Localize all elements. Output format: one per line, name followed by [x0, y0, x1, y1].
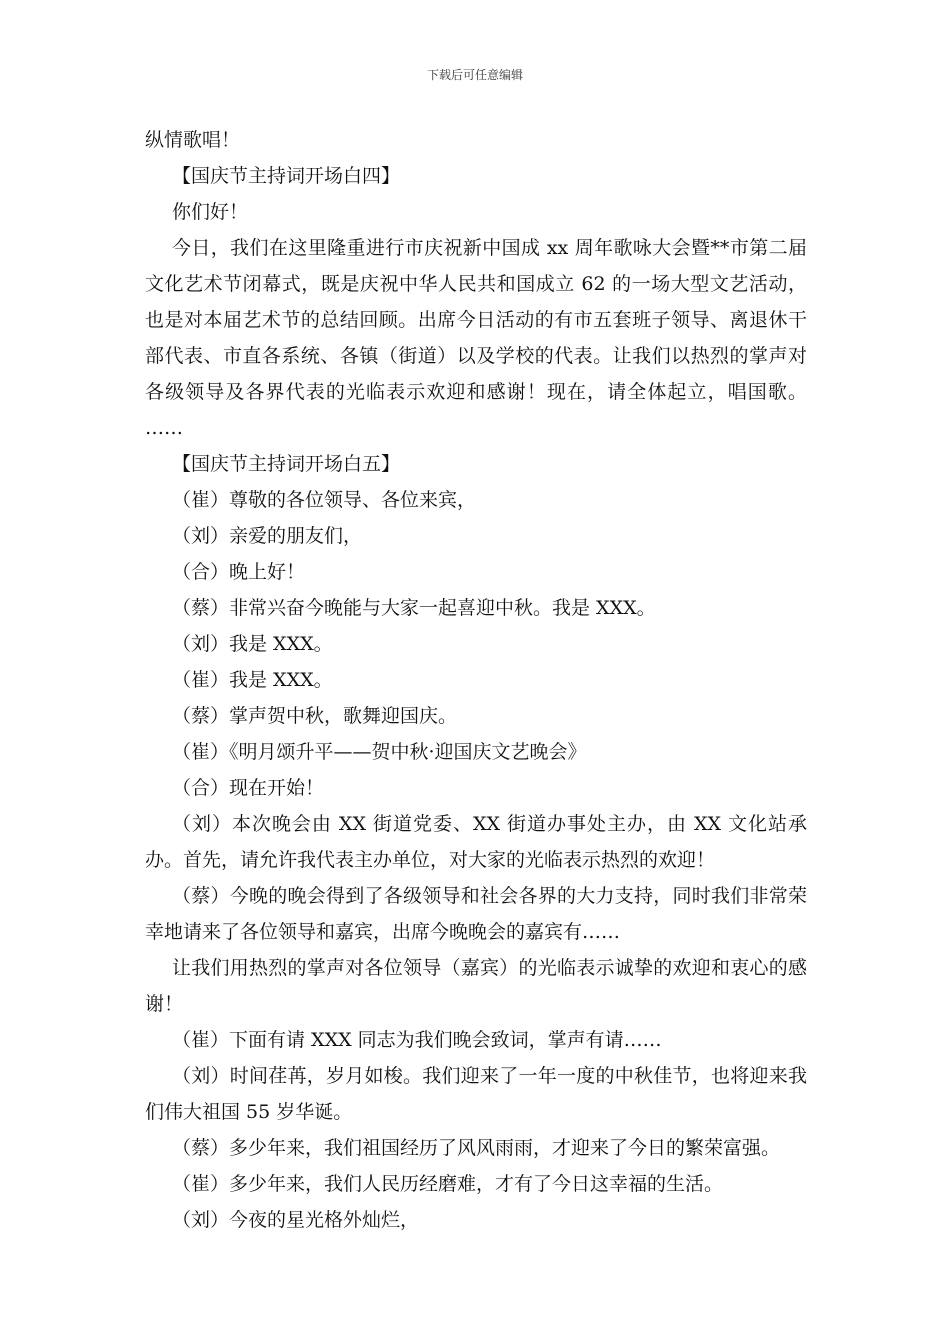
paragraph: 今日，我们在这里隆重进行市庆祝新中国成 xx 周年歌咏大会暨**市第二届文化艺术节闭幕式，既是庆祝中华人民共和国成立 62 的一场大型文艺活动，也是对本届艺术节的总结回顾。出席今日活动的有市五套班子领导、离退休干部代表、市直各系统、各镇（街道）以及学校的代表。让我们以热烈的掌声对各级领导及各界代表的光临表示欢迎和感谢！现在，请全体起立，唱国歌。 …… [145, 237, 807, 439]
paragraph: （蔡）掌声贺中秋，歌舞迎国庆。 [172, 705, 458, 727]
paragraph: （崔）尊敬的各位领导、各位来宾， [172, 489, 477, 511]
paragraph: 【国庆节主持词开场白四】 [172, 165, 401, 187]
paragraph: （刘）我是 XXX。 [172, 633, 333, 655]
paragraph: 纵情歌唱！ [145, 129, 241, 151]
paragraph: （合）现在开始！ [172, 777, 325, 799]
page-header-note: 下载后可任意编辑 [426, 68, 523, 82]
paragraph: （刘）时间荏苒，岁月如梭。我们迎来了一年一度的中秋佳节，也将迎来我们伟大祖国 55 岁华诞。 [145, 1065, 807, 1123]
paragraph: 【国庆节主持词开场白五】 [172, 453, 401, 475]
paragraph: （崔）我是 XXX。 [172, 669, 333, 691]
paragraph: （刘）亲爱的朋友们， [172, 525, 363, 547]
paragraph: （刘）本次晚会由 XX 街道党委、XX 街道办事处主办，由 XX 文化站承办。首先，请允许我代表主办单位，对大家的光临表示热烈的欢迎！ [145, 813, 807, 871]
paragraph: （崔）多少年来，我们人民历经磨难，才有了今日这幸福的生活。 [172, 1173, 724, 1195]
paragraph: （崔）《明月颂升平——贺中秋·迎国庆文艺晚会》 [172, 741, 587, 763]
paragraph: （崔）下面有请 XXX 同志为我们晚会致词，掌声有请…… [172, 1029, 662, 1051]
document-body [145, 122, 807, 1238]
paragraph: 你们好！ [172, 201, 249, 223]
paragraph: （合）晚上好！ [172, 561, 306, 583]
paragraph: （蔡）非常兴奋今晚能与大家一起喜迎中秋。我是 XXX。 [172, 597, 656, 619]
paragraph: 让我们用热烈的掌声对各位领导（嘉宾）的光临表示诚挚的欢迎和衷心的感谢！ [145, 957, 807, 1015]
paragraph: （刘）今夜的星光格外灿烂， [172, 1209, 420, 1231]
paragraph: （蔡）今晚的晚会得到了各级领导和社会各界的大力支持，同时我们非常荣幸地请来了各位领导和嘉宾，出席今晚晚会的嘉宾有…… [145, 885, 807, 943]
paragraph: （蔡）多少年来，我们祖国经历了风风雨雨，才迎来了今日的繁荣富强。 [172, 1137, 781, 1159]
